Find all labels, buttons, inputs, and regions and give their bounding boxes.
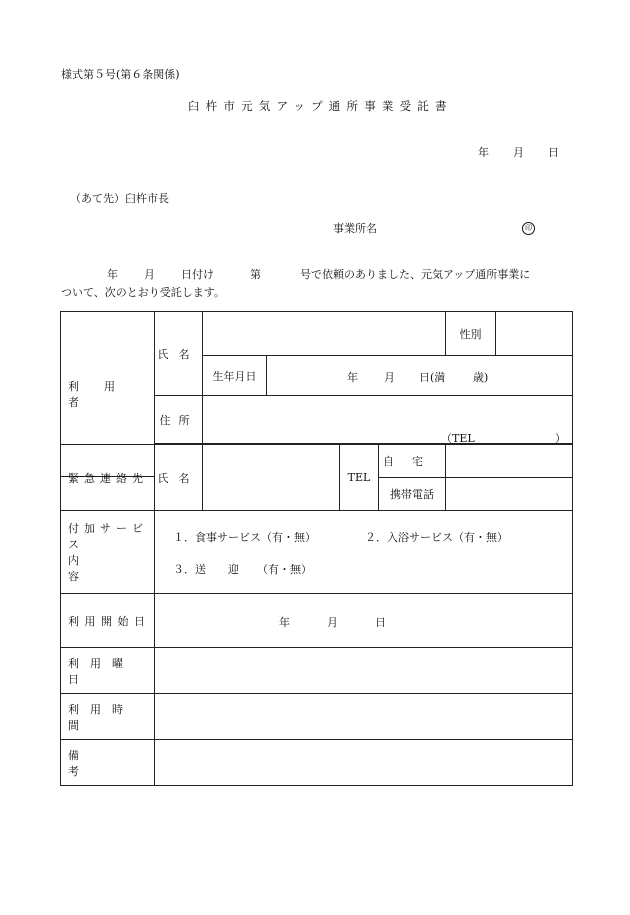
service-transport-num: ３．送: [173, 563, 206, 576]
birth-month: 月: [384, 371, 395, 384]
start-label-cell: [61, 594, 155, 648]
remarks-input[interactable]: [155, 740, 573, 786]
body-month: 月: [144, 268, 155, 281]
user-label: 利用者: [68, 380, 140, 409]
remarks-label: 備考: [68, 748, 141, 778]
address-tel-open: （TEL: [441, 432, 475, 445]
emergency-tel-label: TEL: [340, 445, 379, 511]
time-label-cell: [61, 694, 155, 740]
consignment-form-table-lower: [60, 444, 573, 786]
home-label-cell: [379, 445, 446, 478]
emergency-label-cell: [61, 445, 155, 511]
start-year: 年: [279, 616, 290, 629]
office-name-label: 事業所名: [333, 222, 377, 235]
emergency-name-label: 氏名: [157, 471, 200, 485]
name-label-cell: [155, 312, 203, 396]
address-label: 住所: [159, 413, 198, 427]
birth-input[interactable]: [267, 356, 573, 396]
home-tel-input[interactable]: [446, 445, 573, 478]
service-meal[interactable]: １．食事サービス（有・無）: [173, 531, 316, 544]
start-date-input[interactable]: [155, 594, 573, 648]
address-tel-close: ）: [555, 432, 566, 445]
seal-icon: 印: [522, 220, 535, 235]
date-day: 日: [548, 146, 559, 159]
weekday-label: 利用曜日: [68, 656, 134, 686]
name-label: 氏名: [157, 347, 200, 361]
birth-age: 歳): [473, 371, 489, 384]
body-line1-rest: 号で依頼のありました、元気アップ通所事業に: [300, 268, 531, 281]
weekday-input[interactable]: [155, 648, 573, 694]
service-label-1: 付加サービス: [68, 522, 148, 551]
gender-input[interactable]: [496, 312, 573, 356]
service-label-2: 内容: [68, 554, 131, 583]
body-day: 日付け: [181, 268, 214, 281]
date-month: 月: [513, 146, 524, 159]
name-input[interactable]: [203, 312, 446, 356]
time-label: 利用時間: [68, 702, 134, 732]
weekday-label-cell: [61, 648, 155, 694]
service-transport[interactable]: [173, 561, 312, 577]
address-label-cell: [155, 396, 203, 444]
addressee: （あて先）臼杵市長: [70, 192, 169, 205]
start-month: 月: [327, 616, 338, 629]
emergency-name-label-cell: [155, 445, 203, 511]
service-content-cell: [155, 511, 573, 594]
remarks-label-cell: [61, 740, 155, 786]
gender-label: 性別: [446, 312, 496, 356]
address-input[interactable]: [203, 396, 573, 444]
service-transport-c: （有・無）: [257, 563, 312, 576]
home-label: 自宅: [383, 455, 441, 468]
birth-label: 生年月日: [203, 356, 267, 396]
service-bath[interactable]: ２．入浴サービス（有・無）: [365, 531, 508, 544]
body-number-prefix: 第: [250, 268, 261, 281]
date-year: 年: [478, 146, 489, 159]
document-title: 臼杵市元気アップ通所事業受託書: [188, 99, 453, 113]
mobile-tel-input[interactable]: [446, 478, 573, 511]
emergency-label: 緊急連絡先: [68, 471, 148, 485]
birth-day: 日(満: [419, 371, 446, 384]
body-line2: ついて、次のとおり受託します。: [61, 286, 225, 299]
mobile-label: 携帯電話: [379, 478, 446, 511]
body-year: 年: [107, 268, 118, 281]
start-label: 利用開始日: [68, 614, 151, 628]
emergency-name-input[interactable]: [203, 445, 340, 511]
service-transport-b: 迎: [228, 563, 239, 576]
start-day: 日: [375, 616, 386, 629]
birth-year: 年: [347, 371, 358, 384]
service-label-cell: [61, 511, 155, 594]
form-number: 様式第５号(第６条関係): [61, 68, 180, 81]
time-input[interactable]: [155, 694, 573, 740]
